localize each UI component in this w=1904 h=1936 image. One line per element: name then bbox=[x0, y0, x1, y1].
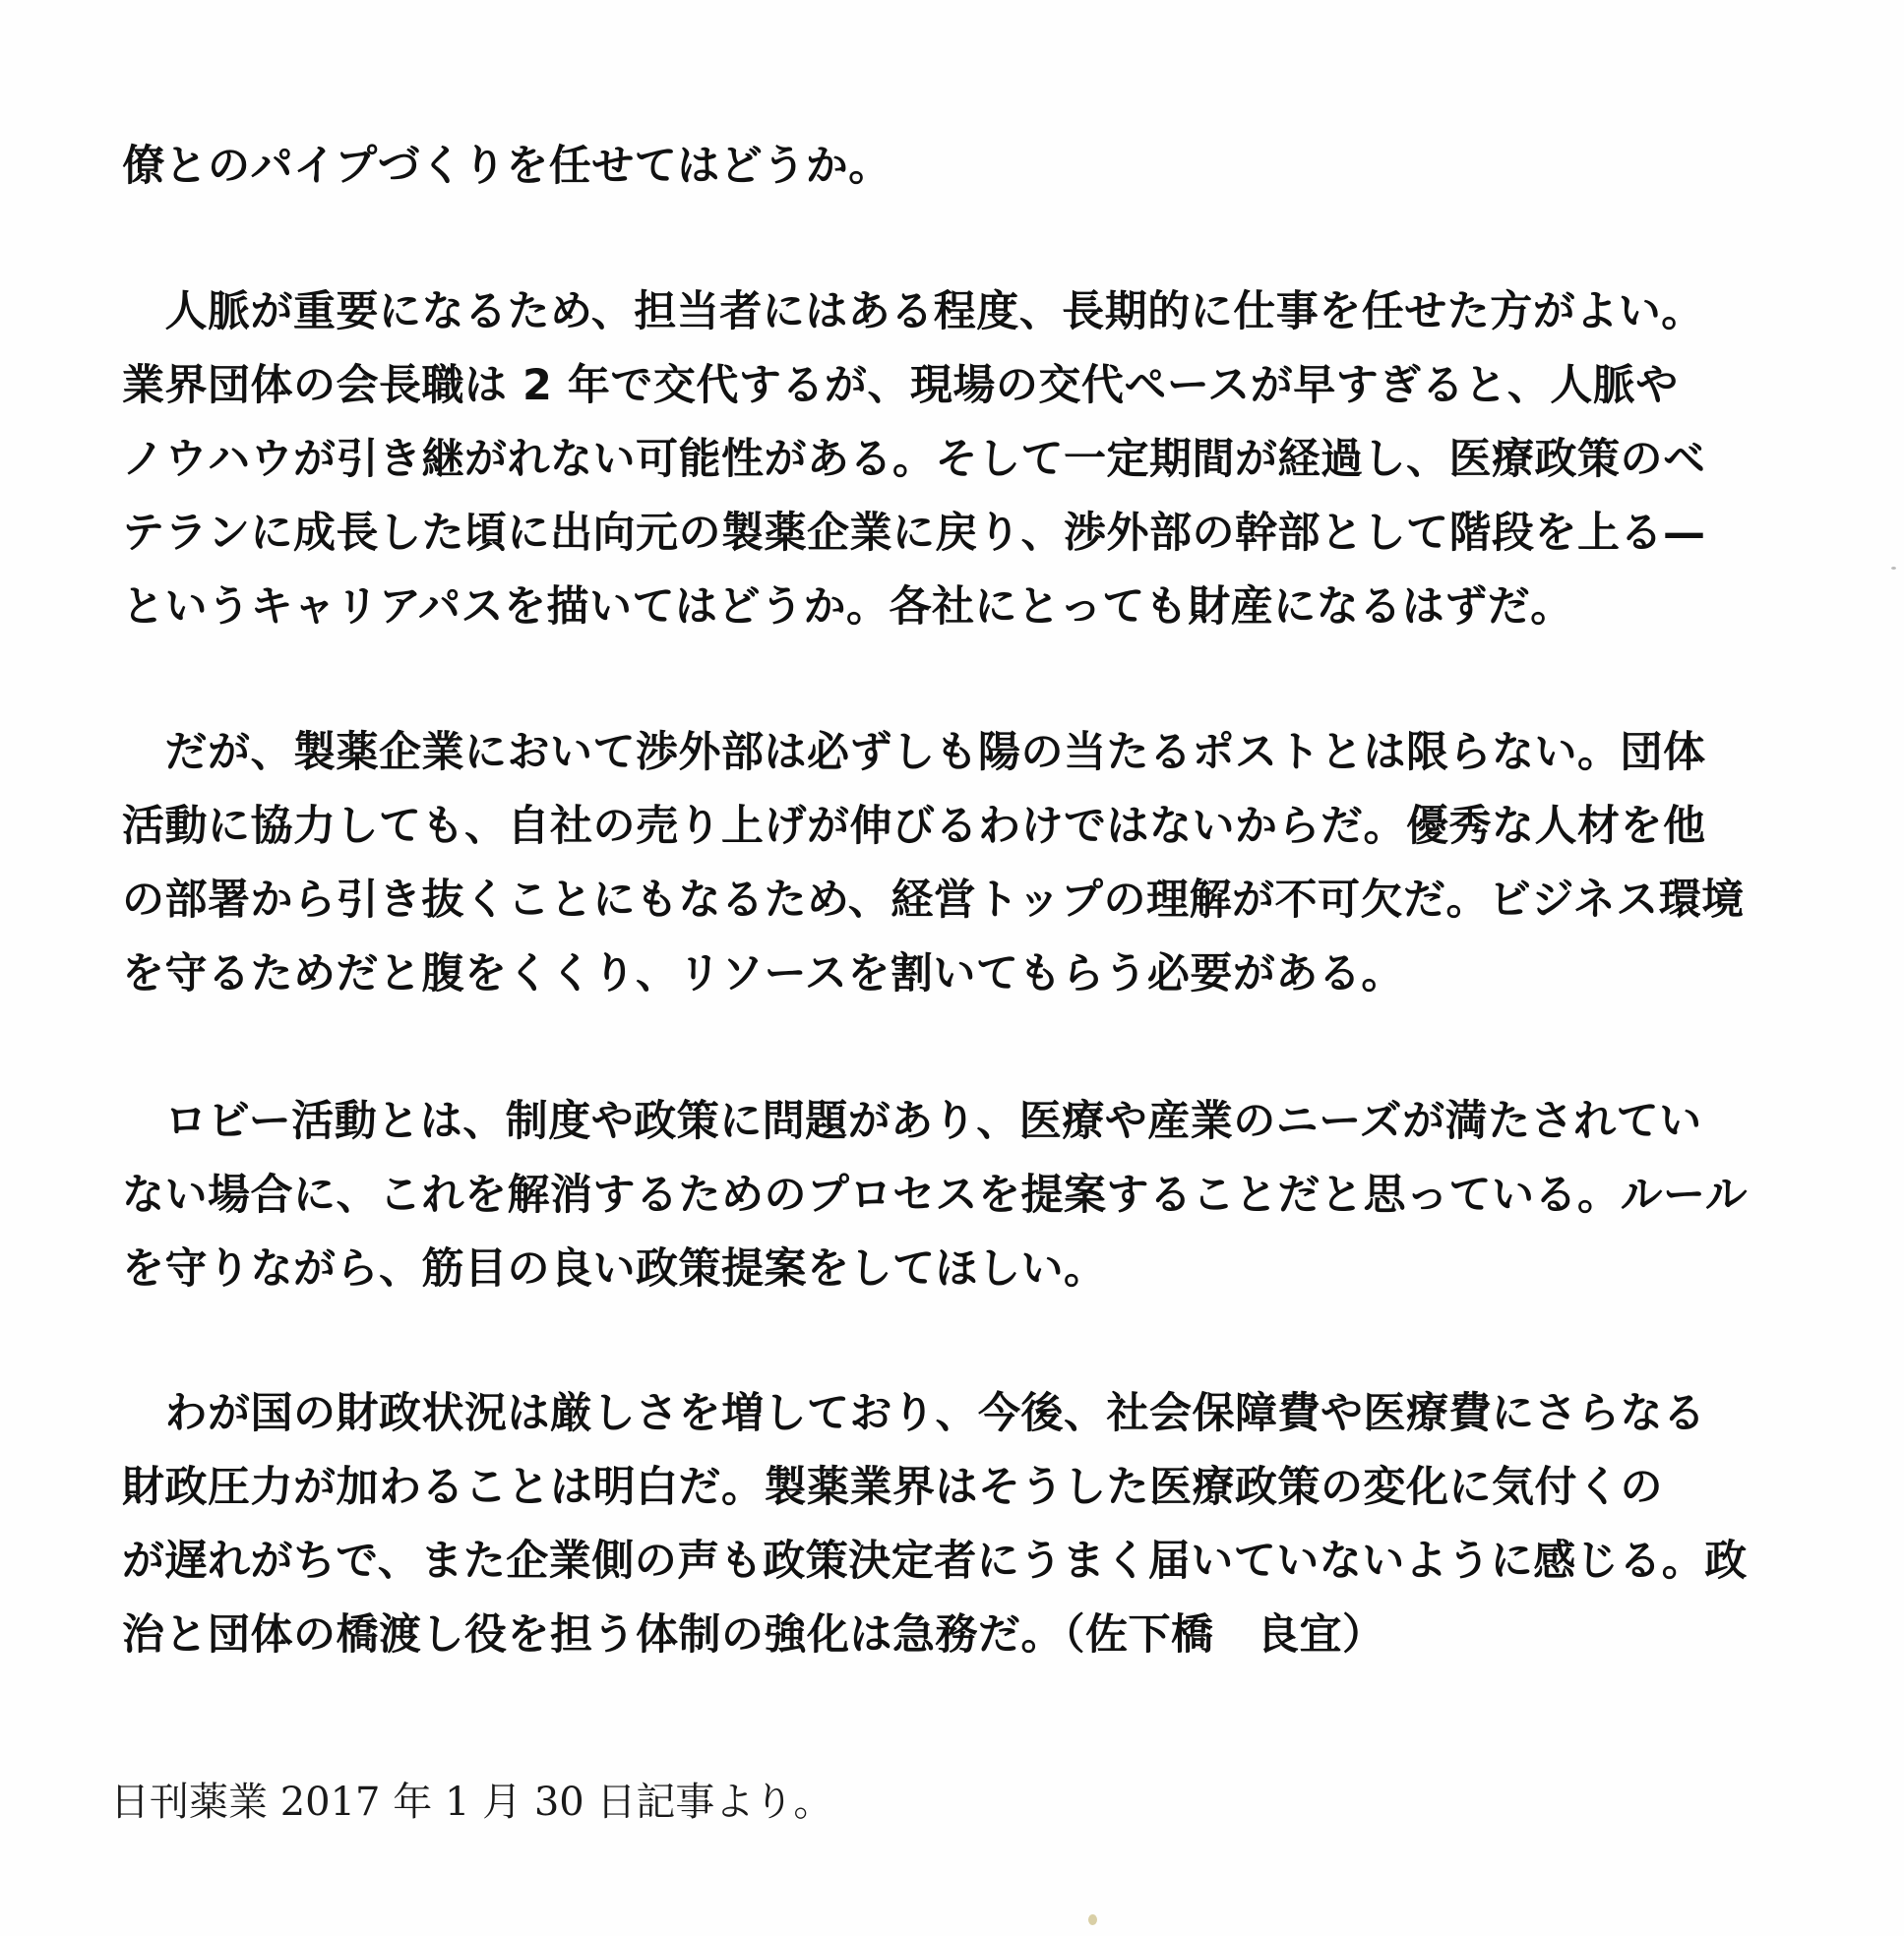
paragraph-4-line-2: ない場合に、これを解消するためのプロセスを提案することだと思っている。ルール bbox=[122, 1171, 1749, 1220]
paragraph-3-line-3: の部署から引き抜くことにもなるため、経営トップの理解が不可欠だ。ビジネス環境 bbox=[122, 876, 1745, 925]
paragraph-2-line-5: というキャリアパスを描いてはどうか。各社にとっても財産になるはずだ。 bbox=[122, 582, 1573, 632]
paragraph-2-line-2: 業界団体の会長職は 2 年で交代するが、現場の交代ペースが早すぎると、人脈や bbox=[122, 361, 1679, 410]
paragraph-4-line-3: を守りながら、筋目の良い政策提案をしてほしい。 bbox=[122, 1244, 1107, 1294]
source-note: 日刊薬業 2017 年 1 月 30 日記事より。 bbox=[110, 1780, 833, 1825]
scan-speck bbox=[1891, 567, 1896, 570]
paragraph-3-line-1: だが、製薬企業において渉外部は必ずしも陽の当たるポストとは限らない。団体 bbox=[122, 728, 1706, 777]
paragraph-1-line-1: 僚とのパイプづくりを任せてはどうか。 bbox=[122, 142, 891, 191]
paragraph-5-line-1: わが国の財政状況は厳しさを増しており、今後、社会保障費や医療費にさらなる bbox=[122, 1389, 1706, 1438]
paragraph-4-line-1: ロビー活動とは、制度や政策に問題があり、医療や産業のニーズが満たされてい bbox=[122, 1097, 1702, 1146]
paragraph-3-line-4: を守るためだと腹をくくり、リソースを割いてもらう必要がある。 bbox=[122, 949, 1404, 998]
paragraph-2-line-1: 人脈が重要になるため、担当者にはある程度、長期的に仕事を任せた方がよい。 bbox=[122, 287, 1704, 336]
paragraph-3-line-2: 活動に協力しても、自社の売り上げが伸びるわけではないからだ。優秀な人材を他 bbox=[122, 802, 1706, 851]
paragraph-2-line-4: テランに成長した頃に出向元の製薬企業に戻り、渉外部の幹部として階段を上る— bbox=[122, 509, 1706, 558]
paragraph-5-line-2: 財政圧力が加わることは明白だ。製薬業界はそうした医療政策の変化に気付くの bbox=[122, 1463, 1663, 1512]
paragraph-5-line-4: 治と団体の橋渡し役を担う体制の強化は急務だ。（佐下橋 良宜） bbox=[122, 1610, 1385, 1660]
paragraph-2-line-3: ノウハウが引き継がれない可能性がある。そして一定期間が経過し、医療政策のベ bbox=[122, 435, 1706, 484]
paragraph-5-line-3: が遅れがちで、また企業側の声も政策決定者にうまく届いていないように感じる。政 bbox=[122, 1537, 1748, 1586]
scan-speck bbox=[1088, 1914, 1097, 1925]
